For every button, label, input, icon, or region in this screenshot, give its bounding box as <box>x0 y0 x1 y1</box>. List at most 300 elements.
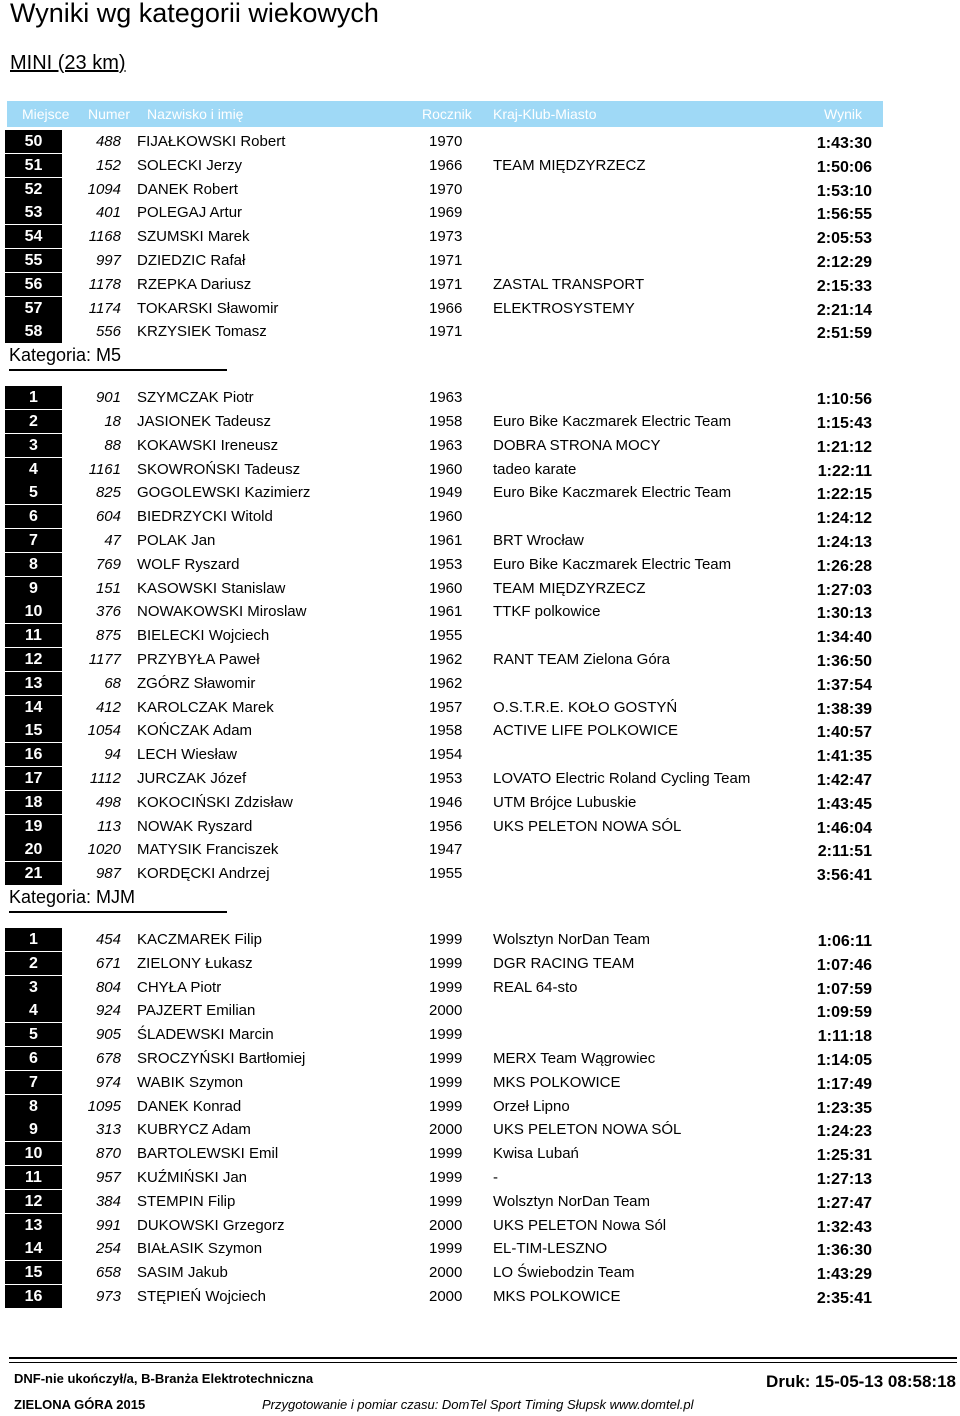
year-cell: 1961 <box>429 532 463 549</box>
number-cell: 924 <box>95 1002 121 1020</box>
result-cell: 1:36:50 <box>816 653 872 670</box>
name-cell: STEMPIN Filip <box>137 1192 236 1210</box>
result-cell: 1:42:47 <box>816 772 872 789</box>
number-cell: 1112 <box>89 770 121 787</box>
year-cell: 2000 <box>429 1288 463 1305</box>
result-cell: 1:21:12 <box>816 438 872 456</box>
table-row <box>0 999 960 1022</box>
result-cell: 1:24:23 <box>816 1123 872 1141</box>
page-title: Wyniki wg kategorii wiekowych <box>10 0 379 28</box>
number-cell: 556 <box>95 323 121 341</box>
table-row <box>0 1237 960 1260</box>
name-cell: JURCZAK Józef <box>137 770 247 787</box>
name-cell: STĘPIEŃ Wojciech <box>137 1288 266 1305</box>
place-cell: 4 <box>5 458 62 481</box>
place-cell: 3 <box>5 434 62 457</box>
number-cell: 313 <box>95 1121 121 1139</box>
year-cell: 1971 <box>429 275 463 293</box>
number-cell: 113 <box>97 817 121 835</box>
table-row <box>0 154 960 177</box>
place-cell: 4 <box>5 999 62 1022</box>
place-cell: 3 <box>5 976 62 999</box>
number-cell: 1054 <box>87 722 121 740</box>
name-cell: CHYŁA Piotr <box>137 978 222 996</box>
result-cell: 1:22:15 <box>816 486 872 504</box>
number-cell: 997 <box>95 252 121 269</box>
result-cell: 2:51:59 <box>816 325 872 343</box>
number-cell: 254 <box>95 1240 121 1258</box>
year-cell: 1960 <box>429 460 463 478</box>
table-row <box>0 1095 960 1118</box>
result-cell: 1:38:39 <box>816 700 872 718</box>
name-cell: SROCZYŃSKI Bartłomiej <box>137 1050 306 1067</box>
number-cell: 94 <box>104 746 121 764</box>
results-table-header <box>7 101 883 127</box>
number-cell: 604 <box>95 508 121 526</box>
club-cell: ACTIVE LIFE POLKOWICE <box>493 722 679 740</box>
table-row <box>0 273 960 296</box>
number-cell: 804 <box>95 978 121 996</box>
number-cell: 152 <box>95 156 121 174</box>
year-cell: 1966 <box>429 299 463 317</box>
club-cell: ELEKTROSYSTEMY <box>493 299 635 317</box>
result-cell: 1:43:45 <box>816 795 872 813</box>
year-cell: 1949 <box>429 484 463 502</box>
name-cell: BIAŁASIK Szymon <box>137 1240 263 1258</box>
table-row <box>0 719 960 742</box>
name-cell: KUŹMIŃSKI Jan <box>137 1169 248 1186</box>
table-row <box>0 624 960 647</box>
result-cell: 2:15:33 <box>816 277 872 295</box>
category-underline <box>9 911 227 913</box>
table-row <box>0 928 960 951</box>
number-cell: 68 <box>104 674 121 692</box>
result-cell: 1:53:10 <box>816 182 872 200</box>
place-cell: 16 <box>5 743 62 766</box>
name-cell: POLAK Jan <box>137 532 216 549</box>
club-cell: TTKF polkowice <box>493 603 601 621</box>
result-cell: 1:56:55 <box>816 206 872 224</box>
table-row <box>0 1047 960 1070</box>
table-row <box>0 862 960 885</box>
number-cell: 1168 <box>88 228 121 246</box>
place-cell: 5 <box>5 1023 62 1046</box>
name-cell: ZGÓRZ Sławomir <box>137 674 256 692</box>
result-cell: 1:11:18 <box>817 1028 872 1046</box>
year-cell: 1971 <box>429 252 463 269</box>
name-cell: BARTOLEWSKI Emil <box>137 1145 279 1163</box>
result-cell: 1:36:30 <box>816 1242 872 1260</box>
name-cell: NOWAKOWSKI Miroslaw <box>137 603 307 621</box>
number-cell: 1174 <box>88 299 121 317</box>
table-row <box>0 672 960 695</box>
year-cell: 1946 <box>429 793 463 811</box>
table-row <box>0 1214 960 1237</box>
club-cell: Euro Bike Kaczmarek Electric Team <box>493 484 732 502</box>
table-row <box>0 815 960 838</box>
result-cell: 1:50:06 <box>816 158 872 176</box>
table-row <box>0 1285 960 1308</box>
name-cell: SZUMSKI Marek <box>137 228 250 246</box>
club-cell: tadeo karate <box>493 460 577 478</box>
table-row <box>0 1118 960 1141</box>
name-cell: POLEGAJ Artur <box>137 204 243 222</box>
name-cell: KOŃCZAK Adam <box>137 722 253 740</box>
number-cell: 376 <box>95 603 121 621</box>
result-cell: 1:17:49 <box>816 1075 872 1093</box>
year-cell: 1999 <box>429 1097 463 1115</box>
place-cell: 6 <box>5 505 62 528</box>
table-row <box>0 225 960 248</box>
club-cell: Wolsztyn NorDan Team <box>493 1192 651 1210</box>
result-cell: 1:32:43 <box>816 1218 872 1236</box>
year-cell: 1999 <box>429 978 463 996</box>
club-cell: RANT TEAM Zielona Góra <box>493 651 671 668</box>
number-cell: 18 <box>104 413 121 430</box>
year-cell: 1957 <box>429 698 463 716</box>
table-row <box>0 952 960 975</box>
result-cell: 1:37:54 <box>816 676 872 694</box>
place-cell: 7 <box>5 1071 62 1094</box>
result-cell: 1:15:43 <box>816 415 872 432</box>
year-cell: 1954 <box>429 746 463 764</box>
club-cell: UKS PELETON Nowa Sól <box>493 1216 667 1234</box>
year-cell: 1960 <box>429 508 463 526</box>
footer-divider <box>9 1357 957 1359</box>
table-row <box>0 178 960 201</box>
result-cell: 1:43:29 <box>816 1266 872 1284</box>
name-cell: WOLF Ryszard <box>137 555 240 573</box>
table-row <box>0 696 960 719</box>
place-cell: 5 <box>5 481 62 504</box>
club-cell: REAL 64-sto <box>493 978 578 996</box>
year-cell: 1963 <box>429 436 463 454</box>
place-cell: 1 <box>5 928 62 951</box>
year-cell: 2000 <box>429 1216 463 1234</box>
name-cell: SKOWROŃSKI Tadeusz <box>137 460 301 478</box>
table-row <box>0 297 960 320</box>
number-cell: 987 <box>95 865 121 883</box>
place-cell: 56 <box>5 273 62 296</box>
year-cell: 2000 <box>429 1264 463 1282</box>
footer-print-date: Druk: 15-05-13 08:58:18 <box>766 1372 956 1391</box>
name-cell: LECH Wiesław <box>137 746 238 764</box>
year-cell: 2000 <box>429 1002 463 1020</box>
result-cell: 2:11:51 <box>817 843 872 861</box>
name-cell: RZEPKA Dariusz <box>137 275 252 293</box>
place-cell: 13 <box>5 1214 62 1237</box>
place-cell: 7 <box>5 529 62 552</box>
year-cell: 1958 <box>429 722 463 740</box>
place-cell: 10 <box>5 600 62 623</box>
number-cell: 88 <box>104 436 121 454</box>
number-cell: 1020 <box>87 841 121 859</box>
year-cell: 1999 <box>429 1169 463 1186</box>
name-cell: KACZMAREK Filip <box>137 931 263 948</box>
table-row <box>0 1166 960 1189</box>
number-cell: 991 <box>95 1216 121 1234</box>
result-cell: 1:40:57 <box>816 724 872 742</box>
table-row <box>0 838 960 861</box>
table-row <box>0 481 960 504</box>
header-club: Kraj-Klub-Miasto <box>493 106 597 122</box>
year-cell: 1947 <box>429 841 463 859</box>
name-cell: NOWAK Ryszard <box>137 817 253 835</box>
year-cell: 1962 <box>429 651 463 668</box>
name-cell: DANEK Robert <box>137 180 238 198</box>
name-cell: PRZYBYŁA Paweł <box>137 651 260 668</box>
name-cell: GOGOLEWSKI Kazimierz <box>137 484 311 502</box>
place-cell: 19 <box>5 815 62 838</box>
footer-location: ZIELONA GÓRA 2015 <box>14 1397 146 1412</box>
place-cell: 51 <box>5 154 62 177</box>
number-cell: 825 <box>95 484 121 502</box>
result-cell: 1:10:56 <box>816 391 872 409</box>
name-cell: TOKARSKI Sławomir <box>137 299 279 317</box>
table-row <box>0 249 960 272</box>
result-cell: 2:05:53 <box>816 230 872 248</box>
category-underline <box>9 369 227 371</box>
club-cell: UKS PELETON NOWA SÓL <box>493 1121 682 1139</box>
year-cell: 1953 <box>429 555 463 573</box>
club-cell: TEAM MIĘDZYRZECZ <box>493 156 646 174</box>
place-cell: 11 <box>5 624 62 647</box>
club-cell: ZASTAL TRANSPORT <box>493 275 645 293</box>
place-cell: 9 <box>5 577 62 600</box>
club-cell: - <box>493 1169 498 1186</box>
club-cell: Euro Bike Kaczmarek Electric Team <box>493 413 732 430</box>
number-cell: 488 <box>95 133 121 150</box>
place-cell: 1 <box>5 386 62 409</box>
place-cell: 9 <box>5 1118 62 1141</box>
header-year: Rocznik <box>422 106 472 122</box>
result-cell: 1:30:13 <box>816 605 872 623</box>
year-cell: 1971 <box>429 323 463 341</box>
table-row <box>0 458 960 481</box>
name-cell: KOKOCIŃSKI Zdzisław <box>137 793 293 811</box>
club-cell: MKS POLKOWICE <box>493 1073 621 1091</box>
year-cell: 1973 <box>429 228 463 246</box>
result-cell: 2:21:14 <box>816 301 872 319</box>
number-cell: 1094 <box>87 180 121 198</box>
place-cell: 54 <box>5 225 62 248</box>
footer-timing: Przygotowanie i pomiar czasu: DomTel Sport Timing Słupsk www.domtel.pl <box>262 1397 694 1412</box>
place-cell: 15 <box>5 1261 62 1284</box>
result-cell: 1:34:40 <box>816 629 872 647</box>
table-row <box>0 201 960 224</box>
place-cell: 12 <box>5 648 62 671</box>
number-cell: 671 <box>95 954 121 972</box>
number-cell: 454 <box>95 931 121 948</box>
year-cell: 1999 <box>429 1145 463 1163</box>
place-cell: 15 <box>5 719 62 742</box>
result-cell: 1:43:30 <box>816 135 872 152</box>
name-cell: KAROLCZAK Marek <box>137 698 274 716</box>
name-cell: JASIONEK Tadeusz <box>137 413 271 430</box>
table-row <box>0 767 960 790</box>
club-cell: MKS POLKOWICE <box>493 1288 621 1305</box>
number-cell: 870 <box>95 1145 121 1163</box>
result-cell: 1:07:46 <box>816 956 872 974</box>
place-cell: 11 <box>5 1166 62 1189</box>
year-cell: 1961 <box>429 603 463 621</box>
number-cell: 875 <box>95 627 121 645</box>
year-cell: 1960 <box>429 579 463 597</box>
name-cell: ZIELONY Łukasz <box>137 954 253 972</box>
club-cell: UTM Brójce Lubuskie <box>493 793 637 811</box>
club-cell: O.S.T.R.E. KOŁO GOSTYŃ <box>493 698 678 716</box>
year-cell: 2000 <box>429 1121 463 1139</box>
number-cell: 1161 <box>88 460 121 478</box>
result-cell: 2:12:29 <box>816 254 872 271</box>
table-row <box>0 1071 960 1094</box>
table-row <box>0 434 960 457</box>
name-cell: KRZYSIEK Tomasz <box>137 323 267 341</box>
table-row <box>0 577 960 600</box>
number-cell: 901 <box>95 389 121 407</box>
year-cell: 1999 <box>429 1240 463 1258</box>
result-cell: 1:22:11 <box>817 462 872 480</box>
name-cell: KASOWSKI Stanislaw <box>137 579 286 597</box>
result-cell: 1:41:35 <box>816 748 872 766</box>
year-cell: 1953 <box>429 770 463 787</box>
place-cell: 58 <box>5 320 62 343</box>
table-row <box>0 1142 960 1165</box>
header-result: Wynik <box>824 106 862 122</box>
club-cell: UKS PELETON NOWA SÓL <box>493 817 682 835</box>
table-row <box>0 1023 960 1046</box>
place-cell: 10 <box>5 1142 62 1165</box>
number-cell: 151 <box>95 579 121 597</box>
number-cell: 1095 <box>87 1097 121 1115</box>
name-cell: MATYSIK Franciszek <box>137 841 279 859</box>
club-cell: LOVATO Electric Roland Cycling Team <box>493 770 751 787</box>
number-cell: 957 <box>95 1169 121 1186</box>
result-cell: 1:07:59 <box>816 980 872 998</box>
table-row <box>0 553 960 576</box>
number-cell: 905 <box>95 1026 121 1044</box>
place-cell: 12 <box>5 1190 62 1213</box>
number-cell: 498 <box>95 793 121 811</box>
number-cell: 412 <box>95 698 121 716</box>
number-cell: 658 <box>95 1264 121 1282</box>
number-cell: 401 <box>95 204 121 222</box>
table-row <box>0 410 960 433</box>
number-cell: 47 <box>104 532 121 549</box>
year-cell: 1999 <box>429 1050 463 1067</box>
place-cell: 8 <box>5 1095 62 1118</box>
place-cell: 16 <box>5 1285 62 1308</box>
club-cell: Kwisa Lubań <box>493 1145 579 1163</box>
year-cell: 1963 <box>429 389 463 407</box>
number-cell: 1177 <box>88 651 121 668</box>
category-heading: Kategoria: M5 <box>9 345 122 366</box>
table-row <box>0 976 960 999</box>
place-cell: 20 <box>5 838 62 861</box>
place-cell: 18 <box>5 791 62 814</box>
place-cell: 53 <box>5 201 62 224</box>
club-cell: Orzeł Lipno <box>493 1097 570 1115</box>
table-row <box>0 320 960 343</box>
result-cell: 1:27:03 <box>816 581 872 599</box>
year-cell: 1970 <box>429 180 463 198</box>
name-cell: SZYMCZAK Piotr <box>137 389 254 407</box>
name-cell: KORDĘCKI Andrzej <box>137 865 270 883</box>
club-cell: Euro Bike Kaczmarek Electric Team <box>493 555 732 573</box>
table-row <box>0 529 960 552</box>
year-cell: 1969 <box>429 204 463 222</box>
club-cell: MERX Team Wągrowiec <box>493 1050 656 1067</box>
club-cell: DGR RACING TEAM <box>493 954 635 972</box>
club-cell: TEAM MIĘDZYRZECZ <box>493 579 646 597</box>
place-cell: 17 <box>5 767 62 790</box>
year-cell: 1970 <box>429 133 463 150</box>
name-cell: KOKAWSKI Ireneusz <box>137 436 279 454</box>
table-row <box>0 130 960 153</box>
number-cell: 1178 <box>88 275 121 293</box>
number-cell: 973 <box>95 1288 121 1305</box>
table-row <box>0 1190 960 1213</box>
result-cell: 1:25:31 <box>816 1147 872 1165</box>
place-cell: 52 <box>5 178 62 201</box>
name-cell: KUBRYCZ Adam <box>137 1121 251 1139</box>
header-number: Numer <box>88 106 131 122</box>
year-cell: 1958 <box>429 413 463 430</box>
place-cell: 2 <box>5 952 62 975</box>
name-cell: ŚLADEWSKI Marcin <box>137 1026 274 1044</box>
result-cell: 1:46:04 <box>816 819 872 837</box>
table-row <box>0 600 960 623</box>
header-name: Nazwisko i imię <box>147 106 244 122</box>
result-cell: 1:24:12 <box>816 510 872 528</box>
place-cell: 6 <box>5 1047 62 1070</box>
name-cell: DZIEDZIC Rafał <box>137 252 246 269</box>
place-cell: 57 <box>5 297 62 320</box>
name-cell: DUKOWSKI Grzegorz <box>137 1216 285 1234</box>
number-cell: 678 <box>95 1050 121 1067</box>
table-row <box>0 648 960 671</box>
year-cell: 1966 <box>429 156 463 174</box>
result-cell: 1:06:11 <box>817 933 872 950</box>
name-cell: PAJZERT Emilian <box>137 1002 256 1020</box>
result-cell: 1:26:28 <box>816 557 872 575</box>
result-cell: 1:27:13 <box>816 1171 872 1188</box>
year-cell: 1999 <box>429 1192 463 1210</box>
table-row <box>0 1261 960 1284</box>
place-cell: 2 <box>5 410 62 433</box>
club-cell: Wolsztyn NorDan Team <box>493 931 651 948</box>
name-cell: SASIM Jakub <box>137 1264 228 1282</box>
club-cell: DOBRA STRONA MOCY <box>493 436 661 454</box>
year-cell: 1956 <box>429 817 463 835</box>
table-row <box>0 386 960 409</box>
place-cell: 8 <box>5 553 62 576</box>
name-cell: DANEK Konrad <box>137 1097 242 1115</box>
result-cell: 1:23:35 <box>816 1099 872 1117</box>
year-cell: 1999 <box>429 931 463 948</box>
result-cell: 1:09:59 <box>816 1004 872 1022</box>
footer-divider-thin <box>9 1362 957 1363</box>
category-heading: Kategoria: MJM <box>9 887 136 907</box>
number-cell: 974 <box>95 1073 121 1091</box>
number-cell: 769 <box>95 555 121 573</box>
club-cell: BRT Wrocław <box>493 532 584 549</box>
year-cell: 1955 <box>429 865 463 883</box>
club-cell: LO Świebodzin Team <box>493 1264 635 1282</box>
name-cell: FIJAŁKOWSKI Robert <box>137 133 286 150</box>
place-cell: 14 <box>5 696 62 719</box>
table-row <box>0 743 960 766</box>
